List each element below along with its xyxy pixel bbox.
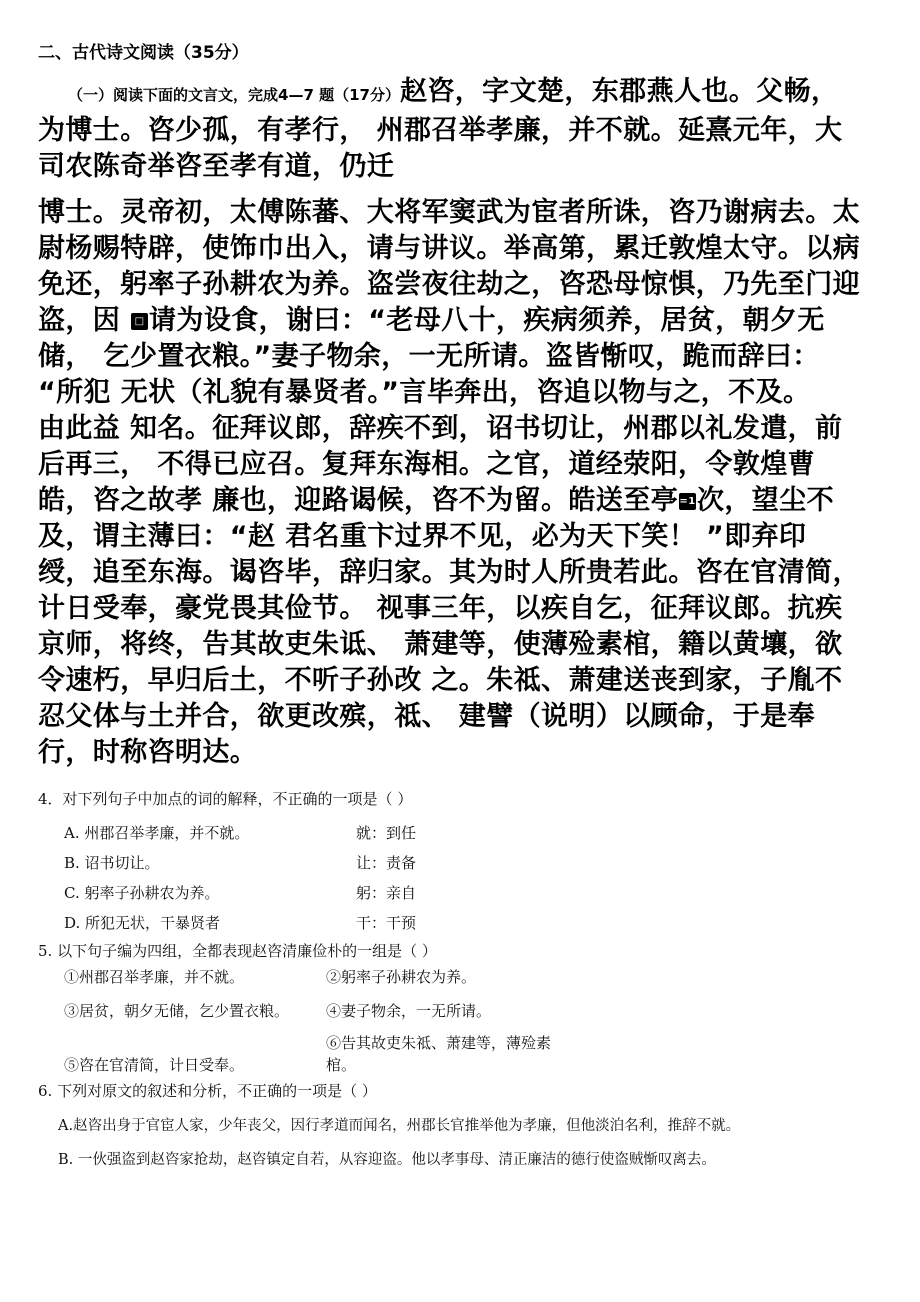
passage-line: 计日受奉，豪党畏其俭节。 视事三年，以疾自乞，征拜议郎。抗疾: [38, 593, 843, 624]
question-5-stem: 5. 以下句子编为四组，全都表现赵咨清廉俭朴的一组是（ ）: [38, 942, 437, 960]
passage-line: 免还，躬率子孙耕农为养。盗尝夜往劫之，咨恐母惊惧，乃先至门迎: [38, 269, 860, 300]
passage-line: 后再三， 不得已应召。复拜东海相。之官，道经荥阳，令敦煌曹: [38, 449, 815, 480]
q4-option-b: B. 诏书切让。 让：责备: [64, 854, 417, 872]
passage-line: 尉杨赐特辟，使饰巾出入，请与讲议。举高第，累迁敦煌太守。以病: [38, 233, 860, 264]
q5-item: ③居贫，朝夕无储，乞少置衣粮。: [64, 1002, 290, 1020]
q5-item: ②躬率子孙耕农为养。: [326, 968, 477, 986]
q4-option-d: D. 所犯无状，干暴贤者 干：干预: [64, 914, 417, 932]
passage-line: 行，时称咨明达。: [38, 737, 258, 768]
passage-line: 储， 乞少置衣粮。”妻子物余，一无所请。盗皆惭叹，跪而辞曰：: [38, 341, 820, 372]
q6-option-b: B. 一伙强盗到赵咨家抢劫，赵咨镇定自若，从容迎盗。他以孝事母、清正廉洁的德行使盗贼惭叹离去。: [58, 1152, 716, 1168]
passage-line: “所犯 无状（礼貌有暴贤者。”言毕奔出，咨追以物与之，不及。: [38, 377, 811, 408]
q5-item: ⑤咨在官清简，计日受奉。: [64, 1056, 245, 1074]
q5-item: ①州郡召举孝廉，并不就。: [64, 968, 245, 986]
section-title: 二、古代诗文阅读（35分）: [38, 43, 249, 63]
q6-option-a: A.赵咨出身于官宦人家，少年丧父，因行孝道而闻名，州郡长官推举他为孝廉，但他淡泊名利，推辞不就。: [58, 1118, 741, 1134]
q5-item: ⑥告其故吏朱祗、萧建等，薄殓素棺。: [326, 1034, 552, 1074]
intro-instruction: （一）阅读下面的文言文，完成4—7 题（17分）: [68, 86, 400, 104]
passage-line: 令速朽，早归后土，不听子孙改 之。朱祗、萧建送丧到家，子胤不: [38, 665, 843, 696]
q5-item: ④妻子物余，一无所请。: [326, 1002, 492, 1020]
question-6-stem: 6. 下列对原文的叙述和分析，不正确的一项是（ ）: [38, 1082, 377, 1100]
passage-line: 由此益 知名。征拜议郎，辞疾不到，诏书切让，州郡以礼发遣，前: [38, 413, 843, 444]
unrendered-glyph-icon: □: [131, 313, 148, 330]
passage-line: 皓，咨之故孝 廉也，迎路谒候，咨不为留。皓送至亭=1次，望尘不: [38, 485, 834, 516]
passage-line: 为博士。咨少孤，有孝行， 州郡召举孝廉，并不就。延熹元年，大: [38, 115, 843, 146]
q4-option-c: C. 躬率子孙耕农为养。 躬：亲自: [64, 884, 417, 902]
unrendered-glyph-icon: =1: [679, 493, 696, 510]
passage-line: 京师，将终，告其故吏朱诋、 萧建等，使薄殓素棺，籍以黄壤，欲: [38, 629, 843, 660]
passage-line: 绶，追至东海。谒咨毕，辞归家。其为时人所贵若此。咨在官清简，: [38, 557, 860, 588]
classical-passage: [38, 74, 884, 771]
q4-option-a: A. 州郡召举孝廉，并不就。 就：到任: [64, 824, 417, 842]
passage-line: 司农陈奇举咨至孝有道，仍迁: [38, 151, 395, 182]
passage-line: （一）阅读下面的文言文，完成4—7 题（17分）赵咨，字文楚，东郡燕人也。父畅，: [68, 76, 839, 107]
passage-line: 博士。灵帝初，太傅陈蕃、大将军窦武为宦者所诛，咨乃谢病去。太: [38, 197, 860, 228]
passage-line: 忍父体与土并合，欲更改殡，祗、 建譬（说明）以顾命，于是奉: [38, 701, 815, 732]
passage-line: 盗，因 □ 请为设食，谢曰：“老母八十，疾病须养，居贫，朝夕无: [38, 305, 825, 336]
passage-line: 及，谓主薄曰：“赵 君名重卞过界不见，必为天下笑！ ”即弃印: [38, 521, 807, 552]
question-4-stem: 4．对下列句子中加点的词的解释，不正确的一项是（ ）: [38, 790, 413, 808]
